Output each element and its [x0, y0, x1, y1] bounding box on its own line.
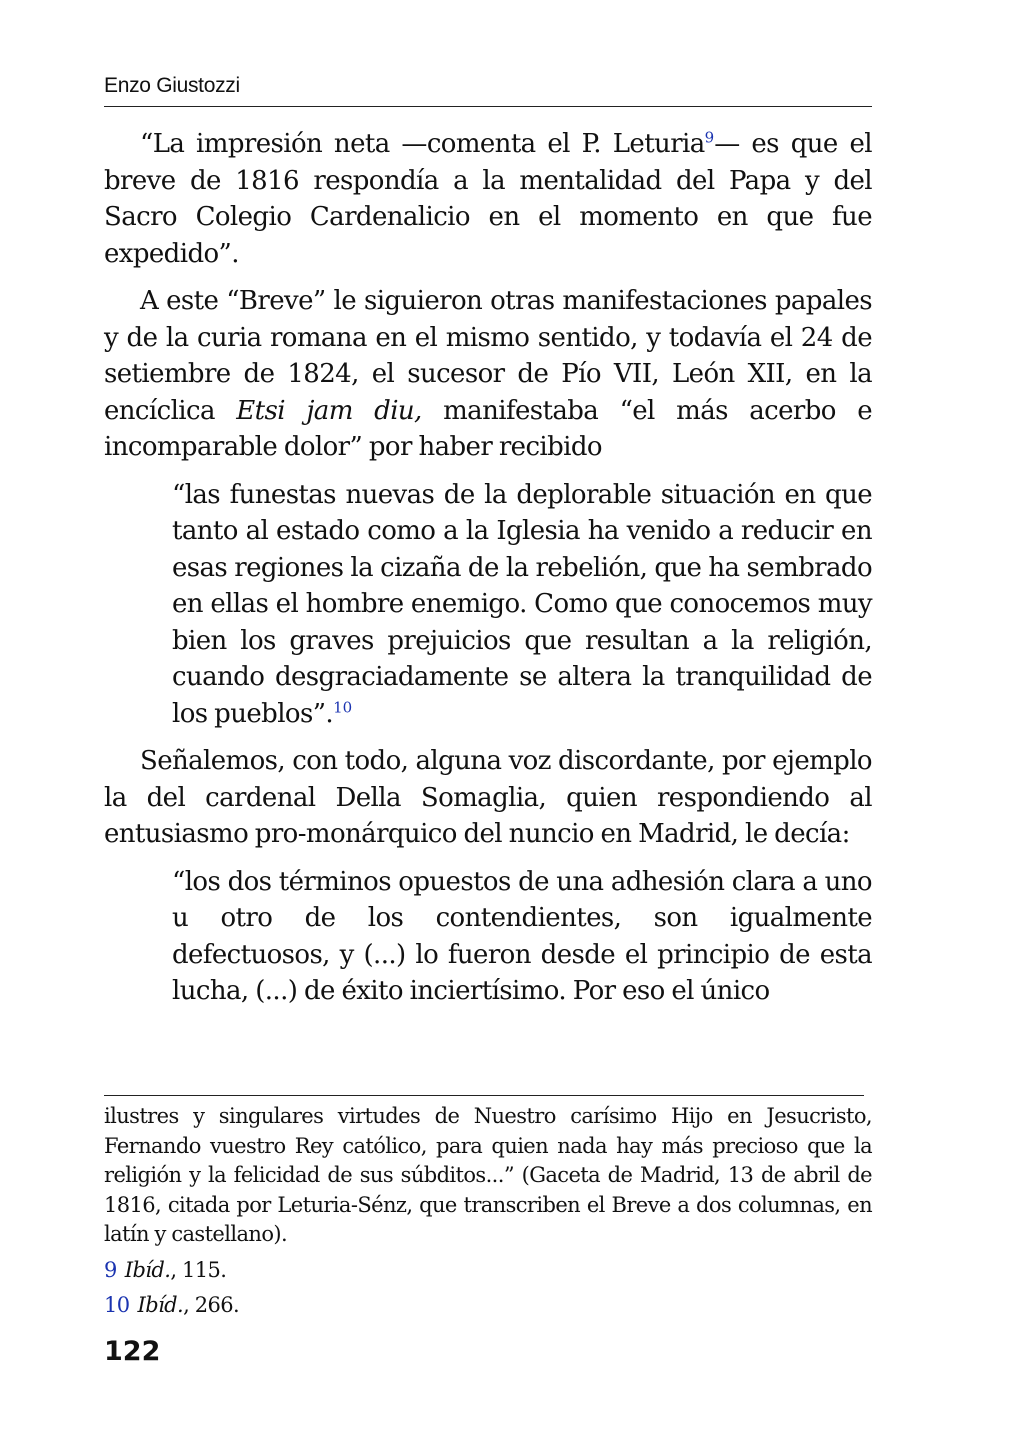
block-quote-1 [172, 477, 872, 733]
footnote-10-rest: , 266. [183, 1293, 240, 1317]
paragraph-1-text-b: — es que el breve de 1816 respondía a la mentalidad del Papa y del Sacro Colegio Cardenalicio en el momento en que fue expedido”. [104, 129, 872, 269]
footnote-10-number: 10 [104, 1293, 130, 1317]
header-author: Enzo Giustozzi [104, 74, 240, 97]
paragraph-3: Señalemos, con todo, alguna voz discordante, por ejemplo la del cardenal Della Somaglia, quien respondiendo al entusiasmo pro-monárquico del nuncio en Madrid, le decía: [104, 746, 872, 849]
block-quote-2 [172, 864, 872, 1010]
encyclical-title: Etsi jam diu, [236, 395, 422, 426]
running-header [104, 74, 872, 107]
footnotes [104, 1102, 872, 1327]
block-quote-1-text: “las funestas nuevas de la deplorable situación en que tanto al estado como a la Iglesia ha venido a reducir en esas regiones la cizaña de la rebelión, que ha sembrado en ellas el hombre enemigo. Como que conocemos muy bien los graves prejuicios que resultan a la religión, cuando desgraciadamente se altera la tranquilidad de los pueblos”. [172, 479, 872, 729]
page-number: 122 [104, 1336, 161, 1367]
paragraph-2-text-b: manifestaba “el más acerbo e incomparable dolor” por haber recibido [104, 395, 873, 462]
footnote-9 [104, 1256, 872, 1286]
block-quote-1-paragraph [172, 477, 872, 733]
main-text [104, 126, 872, 1021]
footnote-9-rest: , 115. [170, 1257, 227, 1282]
footnote-9-number: 9 [104, 1257, 117, 1282]
footnote-10-ibid: Ibíd. [137, 1293, 184, 1317]
footnote-9-ibid: Ibíd. [124, 1257, 171, 1282]
footnote-continued: ilustres y singulares virtudes de Nuestro carísimo Hijo en Jesucristo, Fernando vuestro Rey católico, para quien nada hay más precioso que la religión y la felicidad de sus súbditos...” (Gaceta de Madrid, 13 de abril de 1816, citada por Leturia-Sénz, que transcriben el Breve a dos columnas, en latín y castellano). [104, 1104, 872, 1246]
paragraph-1 [104, 126, 872, 272]
footnote-ref-10[interactable]: 10 [333, 697, 353, 716]
block-quote-2-text: “los dos términos opuestos de una adhesión clara a uno u otro de los contendientes, son igualmente defectuosos, y (...) lo fueron desde el principio de esta lucha, (...) de éxito inciertísimo. Por eso el único [172, 866, 872, 1006]
paragraph-2-text-a: A este “Breve” le siguieron otras manifestaciones papales y de la curia romana en el mismo sentido, y todavía el 24 de setiembre de 1824, el sucesor de Pío VII, León XII, en la encíclica [104, 286, 872, 426]
paragraph-2 [104, 283, 872, 466]
footnote-divider [104, 1095, 864, 1096]
footnote-10 [104, 1291, 872, 1321]
footnote-ref-9[interactable]: 9 [704, 128, 715, 147]
paragraph-1-text-a: “La impresión neta —comenta el P. Leturia [140, 129, 705, 159]
